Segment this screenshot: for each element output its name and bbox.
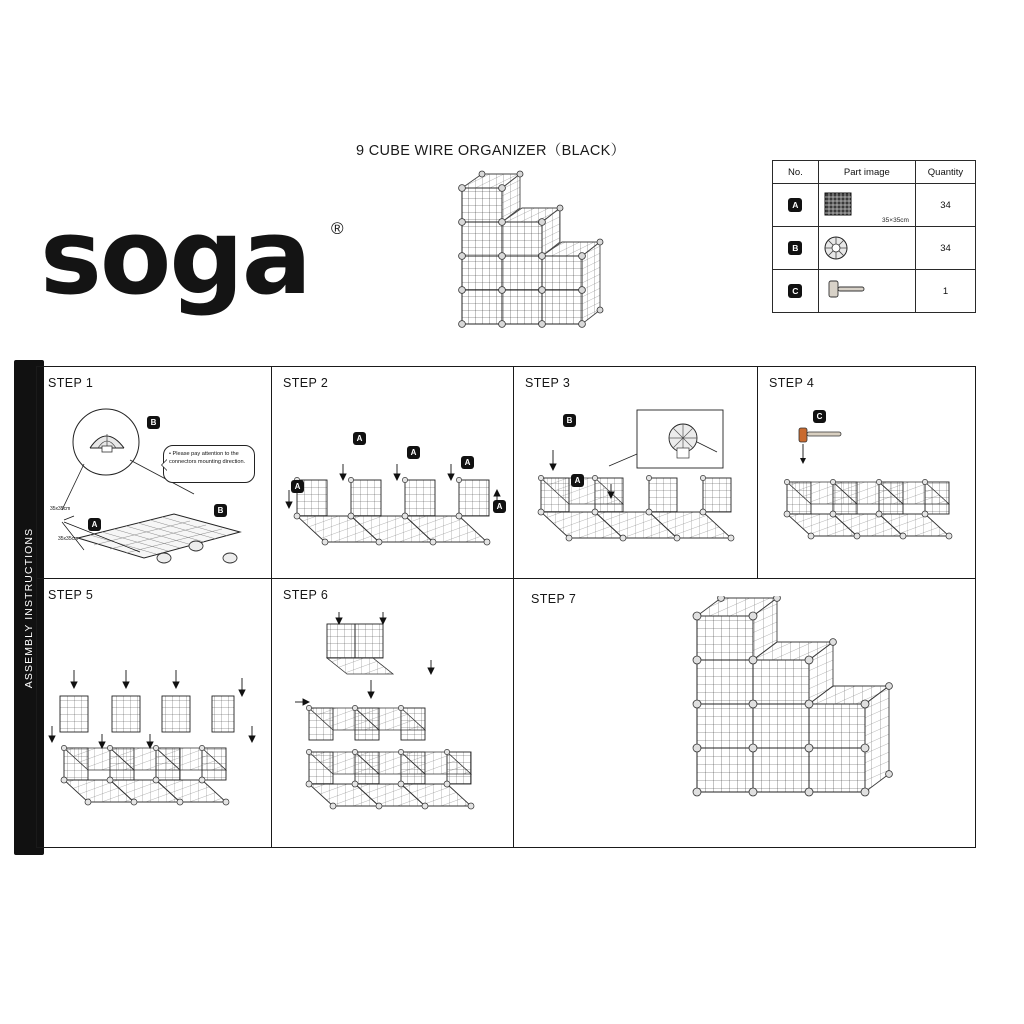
step1-dimension-2: 35x35cm: [58, 536, 79, 542]
step1-label: STEP 1: [48, 376, 94, 390]
part-no-cell: [773, 270, 819, 313]
step1-marker-a: A: [88, 518, 101, 531]
step3-cell: [513, 366, 757, 578]
part-dimension-label: 35×35cm: [882, 217, 909, 224]
step4-marker-c: C: [813, 410, 826, 423]
part-no-cell: [773, 227, 819, 270]
part-image-cell-b: [818, 227, 915, 270]
table-row: [773, 270, 976, 313]
part-quantity-c: 1: [915, 270, 975, 313]
step2-label: STEP 2: [283, 376, 329, 390]
step2-illustration: [283, 424, 505, 564]
step1-marker-b-right: B: [214, 504, 227, 517]
step3-marker-b: B: [563, 414, 576, 427]
step2-marker-a-5: A: [493, 500, 506, 513]
step5-cell: [36, 578, 271, 848]
plastic-connector-icon: [819, 232, 853, 264]
column-header-quantity: Quantity: [915, 161, 975, 184]
table-header-row: [773, 161, 976, 184]
step1-note-bubble: • Please pay attention to the connectors mounting direction.: [163, 445, 255, 483]
step4-illustration: [771, 420, 971, 560]
table-row: [773, 227, 976, 270]
step4-cell: [757, 366, 976, 578]
registered-trademark-icon: ®: [331, 219, 344, 238]
step1-dimension-1: 35x35cm: [50, 506, 71, 512]
step2-cell: [271, 366, 513, 578]
brand-logo-text: soga: [40, 196, 310, 318]
step2-marker-a-2: A: [353, 432, 366, 445]
wire-mesh-panel-icon: [819, 188, 859, 222]
step5-label: STEP 5: [48, 588, 94, 602]
step7-label: STEP 7: [531, 592, 577, 606]
step7-cell: [513, 578, 976, 848]
step4-label: STEP 4: [769, 376, 815, 390]
part-no-cell: [773, 184, 819, 227]
step3-illustration: [523, 406, 753, 566]
hero-illustration: [440, 170, 620, 355]
step1-marker-b-top: B: [147, 416, 160, 429]
step2-marker-a-3: A: [407, 446, 420, 459]
brand-logo: [40, 196, 344, 318]
page-title: 9 CUBE WIRE ORGANIZER（BLACK）: [356, 143, 626, 159]
table-row: [773, 184, 976, 227]
part-image-cell-c: [818, 270, 915, 313]
step7-illustration: [673, 596, 923, 846]
part-badge-a: A: [788, 198, 802, 212]
step2-marker-a-1: A: [291, 480, 304, 493]
part-badge-b: B: [788, 241, 802, 255]
rubber-mallet-icon: [819, 277, 873, 305]
parts-table: [772, 160, 976, 313]
column-header-part-image: Part image: [818, 161, 915, 184]
column-header-no: No.: [773, 161, 819, 184]
step3-marker-a: A: [571, 474, 584, 487]
step6-label: STEP 6: [283, 588, 329, 602]
step6-illustration: [281, 608, 509, 836]
part-image-cell-a: [818, 184, 915, 227]
part-badge-c: C: [788, 284, 802, 298]
part-quantity-b: 34: [915, 227, 975, 270]
step5-illustration: [46, 630, 268, 836]
step3-label: STEP 3: [525, 376, 571, 390]
sidebar-label: ASSEMBLY INSTRUCTIONS: [23, 527, 35, 688]
step2-marker-a-4: A: [461, 456, 474, 469]
part-quantity-a: 34: [915, 184, 975, 227]
step6-cell: [271, 578, 513, 848]
